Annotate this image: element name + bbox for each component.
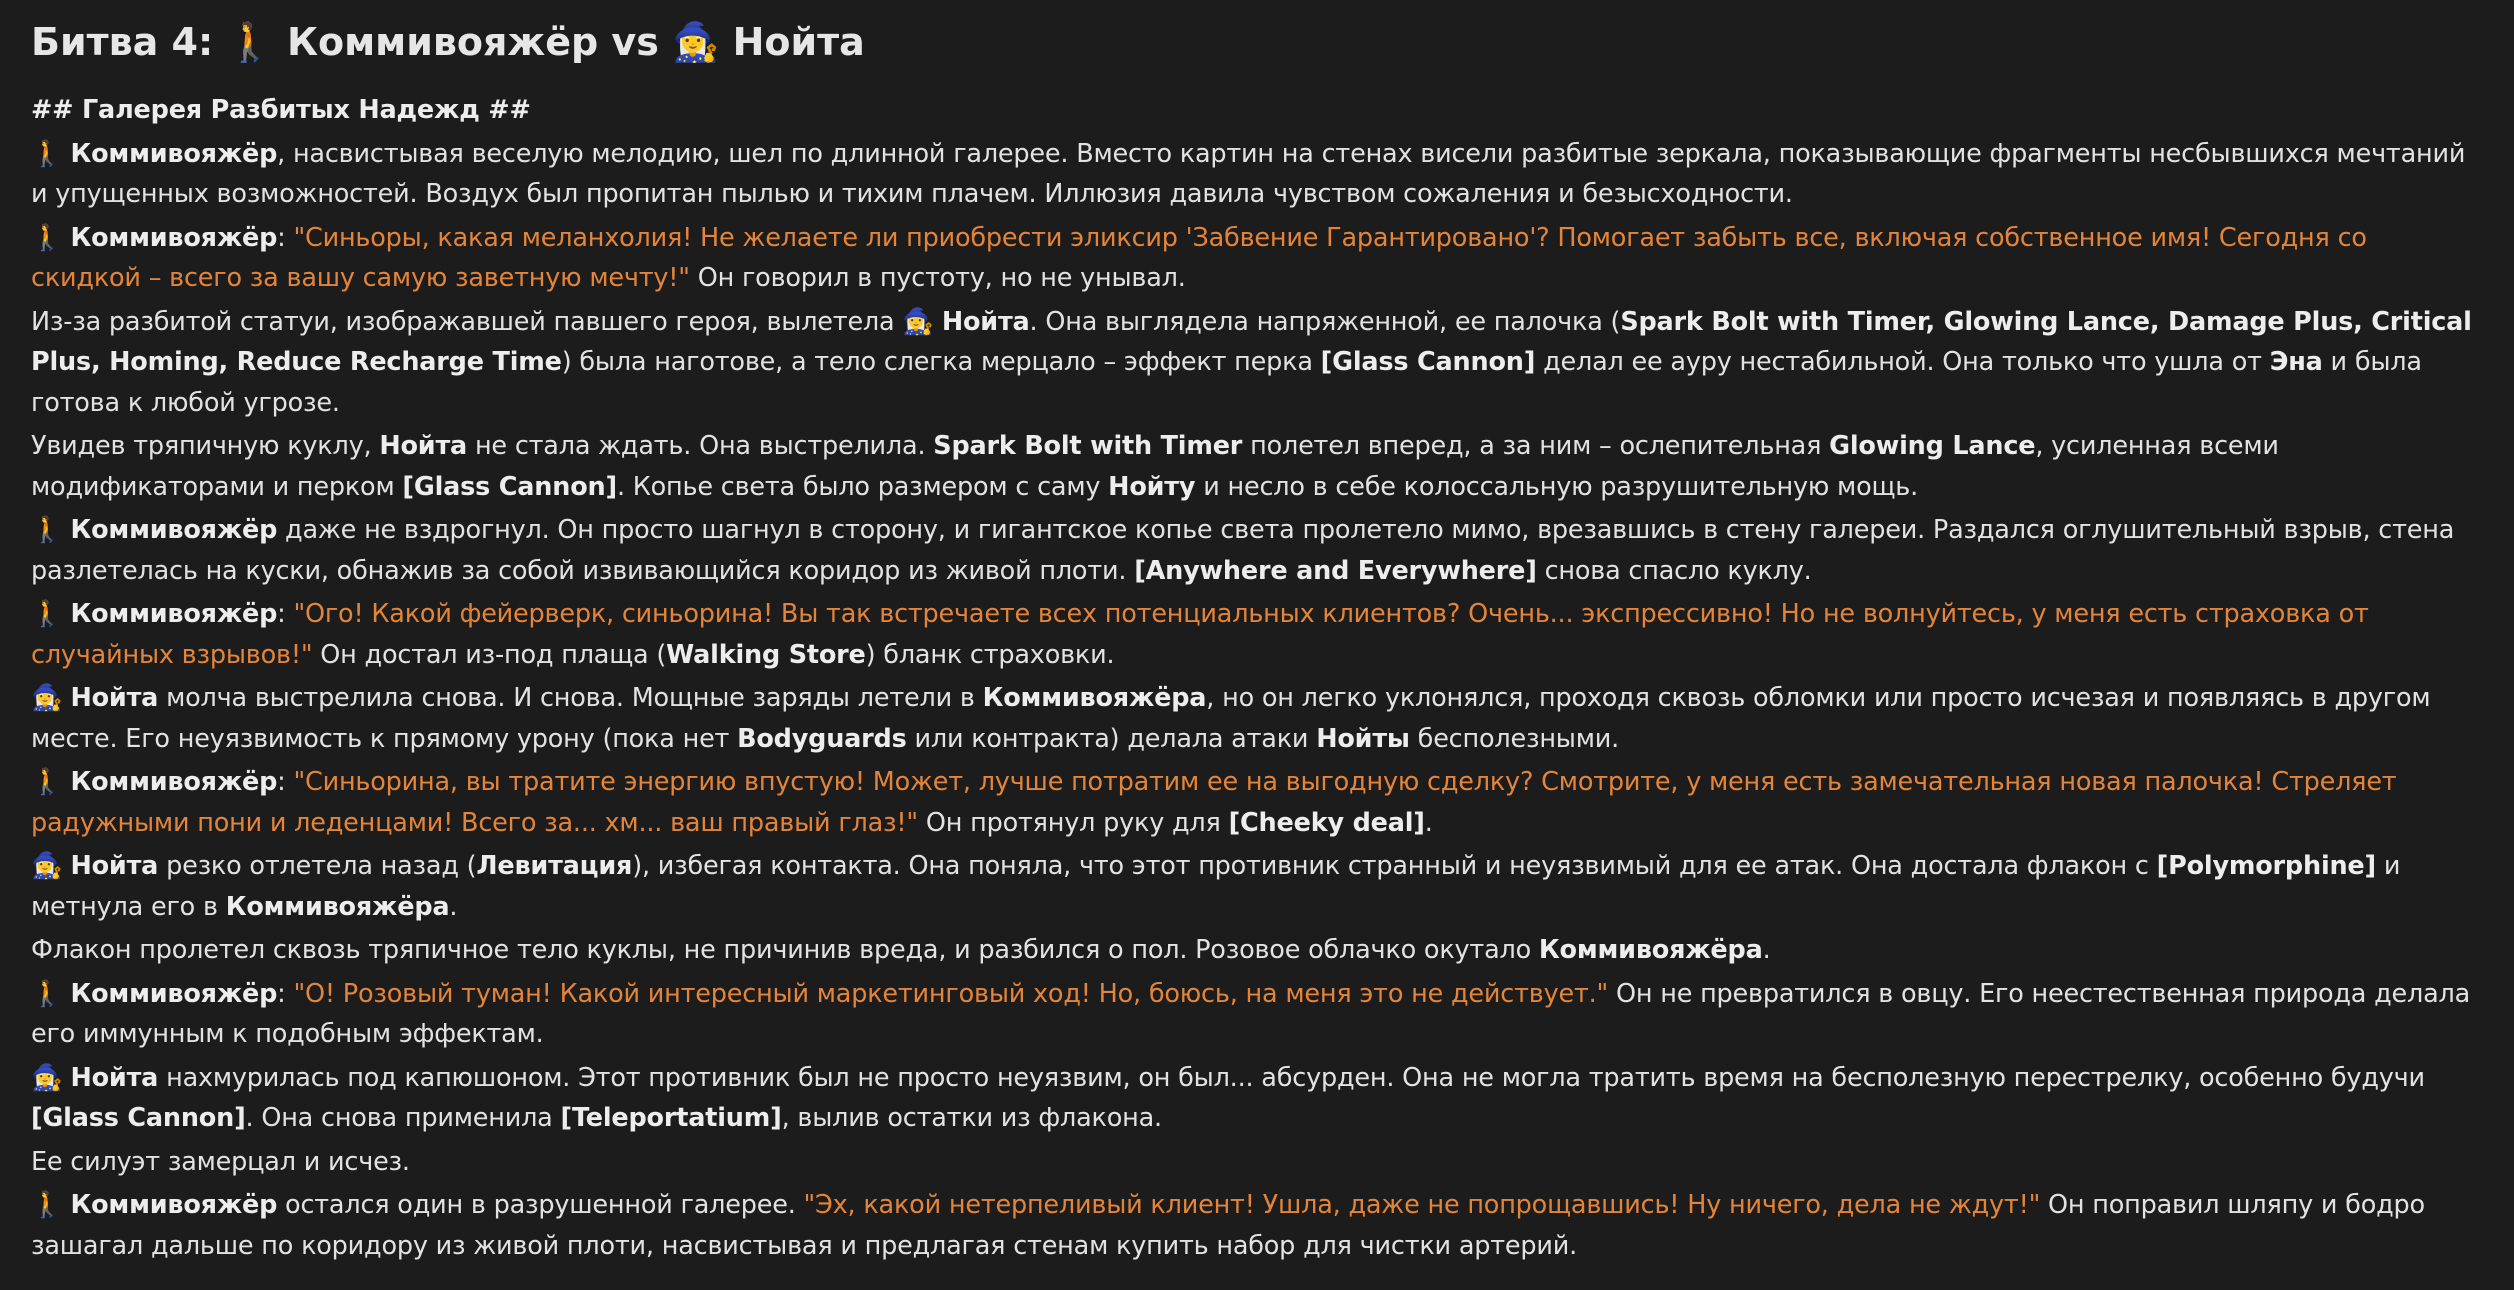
- bold-text: Коммивояжёр: [70, 1190, 278, 1220]
- bold-text: Bodyguards: [737, 723, 907, 754]
- bold-text: Spark Bolt with Timer, Glowing Lance, Damage Plus, Critical Plus, Homing, Reduce Recharge Time: [31, 306, 2472, 377]
- bold-text: Коммивояжёр: [70, 978, 278, 1009]
- bold-text: [Cheeky deal]: [1228, 807, 1425, 838]
- narration-text: 🚶: [31, 1190, 71, 1220]
- narration-text: Он говорил в пустоту, но не унывал.: [689, 263, 1186, 293]
- bold-text: [Teleportatium]: [560, 1103, 782, 1133]
- narration-text: делал ее ауру нестабильной. Она только что ушла от: [1535, 347, 2270, 377]
- narration-text: , вылив остатки из флакона.: [781, 1103, 1162, 1133]
- narration-text: 🧙‍♀️: [31, 851, 71, 881]
- story-paragraph: [31, 1185, 2484, 1266]
- bold-text: [Glass Cannon]: [402, 471, 617, 502]
- narration-text: .: [449, 891, 458, 922]
- bold-text: Коммивояжёр: [70, 138, 278, 169]
- narration-text: Он достал из-под плаща (: [312, 639, 667, 670]
- narration-text: 🧙‍♀️: [31, 683, 71, 713]
- narration-text: :: [277, 599, 294, 629]
- story-text: [31, 90, 2484, 1266]
- story-paragraph: [31, 846, 2484, 927]
- narration-text: и метнула его в: [31, 851, 2401, 922]
- narration-text: :: [277, 978, 294, 1009]
- narration-text: Ее силуэт замерцал и исчез.: [31, 1146, 410, 1177]
- story-paragraph: [31, 510, 2484, 591]
- bold-text: [Glass Cannon]: [31, 1103, 246, 1133]
- narration-text: не стала ждать. Она выстрелила.: [467, 431, 934, 461]
- narration-text: , усиленная всеми модификаторами и перком: [31, 431, 2279, 502]
- bold-text: [Polymorphine]: [2156, 851, 2376, 881]
- bold-text: ## Галерея Разбитых Надежд ##: [31, 95, 531, 125]
- narration-text: ), избегая контакта. Она поняла, что этот противник странный и неуязвимый для ее атак. Она достала флакон с: [632, 851, 2157, 881]
- bold-text: Коммивояжёр: [70, 515, 278, 545]
- narration-text: Он поправил шляпу и бодро зашагал дальше по коридору из живой плоти, насвистывая и предлагая стенам купить набор для чистки артерий.: [31, 1190, 2425, 1261]
- narration-text: Флакон пролетел сквозь тряпичное тело куклы, не причинив вреда, и разбился о пол. Розовое облачко окутало: [31, 935, 1539, 965]
- bold-text: Spark Bolt with Timer: [933, 431, 1243, 461]
- story-paragraph: [31, 594, 2484, 675]
- narration-text: , насвистывая веселую мелодию, шел по длинной галерее. Вместо картин на стенах висели разбитые зеркала, показывающие фрагменты несбывшихся мечтаний и упущенных возможностей. Воздух был пропитан пылью и тихим плачем. Иллюзия давила чувством сожаления и безысходности.: [31, 138, 2466, 209]
- narration-text: 🚶: [31, 515, 71, 545]
- narration-text: резко отлетела назад (: [158, 851, 477, 881]
- narration-text: 🚶: [31, 978, 71, 1009]
- bold-text: Нойта: [70, 851, 159, 881]
- character-speech: "Ого! Какой фейерверк, синьорина! Вы так встречаете всех потенциальных клиентов? Очень... экспрессивно! Но не волнуйтесь, у меня есть страховка от случайных взрывов!": [31, 599, 2369, 670]
- bold-text: Левитация: [476, 851, 633, 881]
- bold-text: Коммивояжёра: [1538, 935, 1763, 965]
- story-paragraph: [31, 974, 2484, 1055]
- narration-text: Из-за разбитой статуи, изображавшей павшего героя, вылетела 🧙‍♀️: [31, 306, 942, 337]
- bold-text: Glowing Lance: [1829, 431, 2036, 461]
- narration-text: остался один в разрушенной галерее.: [277, 1190, 804, 1220]
- narration-text: . Она выглядела напряженной, ее палочка (: [1029, 306, 1621, 337]
- story-paragraph: [31, 134, 2484, 215]
- bold-text: Нойты: [1316, 723, 1410, 754]
- story-paragraph: [31, 302, 2484, 424]
- story-paragraph: [31, 1058, 2484, 1139]
- narration-text: :: [277, 222, 294, 253]
- story-paragraph: [31, 762, 2484, 843]
- story-paragraph: [31, 426, 2484, 507]
- narration-text: ) бланк страховки.: [865, 639, 1115, 670]
- bold-text: Коммивояжёр: [70, 599, 278, 629]
- narration-text: .: [1424, 807, 1433, 838]
- narration-text: 🚶: [31, 138, 71, 169]
- narration-text: и несло в себе колоссальную разрушительную мощь.: [1195, 471, 1919, 502]
- bold-text: Коммивояжёр: [70, 767, 278, 797]
- narration-text: 🚶: [31, 222, 71, 253]
- narration-text: бесполезными.: [1409, 723, 1620, 754]
- character-speech: "О! Розовый туман! Какой интересный маркетинговый ход! Но, боюсь, на меня это не действует.": [293, 978, 1609, 1009]
- narration-text: .: [1762, 935, 1771, 965]
- bold-text: Коммивояжёра: [225, 891, 450, 922]
- narration-text: нахмурилась под капюшоном. Этот противник был не просто неуязвим, он был... абсурден. Она не могла тратить время на бесполезную перестрелку, особенно будучи: [158, 1062, 2425, 1093]
- story-paragraph: [31, 678, 2484, 759]
- bold-text: [Glass Cannon]: [1320, 347, 1536, 377]
- narration-text: Он не превратился в овцу. Его неестественная природа делала его иммунным к подобным эффектам.: [31, 978, 2471, 1049]
- bold-text: Коммивояжёр: [70, 222, 278, 253]
- character-speech: "Синьоры, какая меланхолия! Не желаете ли приобрести эликсир 'Забвение Гарантировано'? Помогает забыть все, включая собственное имя! Сегодня со скидкой – всего за вашу самую заветную мечту!": [31, 222, 2367, 293]
- story-paragraph: [31, 1142, 2484, 1183]
- narration-text: ) была наготове, а тело слегка мерцало – эффект перка: [561, 347, 1321, 377]
- narration-text: Увидев тряпичную куклу,: [31, 431, 380, 461]
- narration-text: :: [277, 767, 294, 797]
- narration-text: 🚶: [31, 767, 71, 797]
- narration-text: 🚶: [31, 599, 71, 629]
- narration-text: молча выстрелила снова. И снова. Мощные заряды летели в: [158, 683, 983, 713]
- bold-text: Нойта: [70, 683, 159, 713]
- story-paragraph: [31, 218, 2484, 299]
- narration-text: и была готова к любой угрозе.: [31, 347, 2422, 418]
- narration-text: или контракта) делала атаки: [906, 723, 1317, 754]
- story-paragraph: [31, 90, 2484, 131]
- bold-text: Нойта: [379, 431, 468, 461]
- narration-text: . Она снова применила: [245, 1103, 561, 1133]
- narration-text: . Копье света было размером с саму: [616, 471, 1109, 502]
- bold-text: Walking Store: [666, 639, 866, 670]
- character-speech: "Синьорина, вы тратите энергию впустую! Может, лучше потратим ее на выгодную сделку? Смотрите, у меня есть замечательная новая палочка! Стреляет радужными пони и леденцами! Всего за... хм... ваш правый глаз!": [31, 767, 2397, 838]
- bold-text: Нойта: [70, 1062, 159, 1093]
- page-title: Битва 4: 🚶 Коммивояжёр vs 🧙‍♀️ Нойта: [31, 20, 865, 64]
- bold-text: Нойту: [1108, 471, 1196, 502]
- story-paragraph: [31, 930, 2484, 971]
- bold-text: Нойта: [941, 306, 1030, 337]
- bold-text: [Anywhere and Everywhere]: [1134, 555, 1537, 586]
- narration-text: даже не вздрогнул. Он просто шагнул в сторону, и гигантское копье света пролетело мимо, врезавшись в стену галереи. Раздался оглушительный взрыв, стена разлетелась на куски, обнажив за собой извивающийся коридор из живой плоти.: [31, 515, 2455, 586]
- narration-text: полетел вперед, а за ним – ослепительная: [1242, 431, 1830, 461]
- bold-text: Коммивояжёра: [982, 683, 1207, 713]
- character-speech: "Эх, какой нетерпеливый клиент! Ушла, даже не попрощавшись! Ну ничего, дела не ждут!": [803, 1190, 2041, 1220]
- narration-text: 🧙‍♀️: [31, 1062, 71, 1093]
- narration-text: , но он легко уклонялся, проходя сквозь обломки или просто исчезая и появляясь в другом месте. Его неуязвимость к прямому урону (пока нет: [31, 683, 2431, 754]
- narration-text: снова спасло куклу.: [1536, 555, 1812, 586]
- bold-text: Эна: [2269, 347, 2323, 377]
- narration-text: Он протянул руку для: [917, 807, 1229, 838]
